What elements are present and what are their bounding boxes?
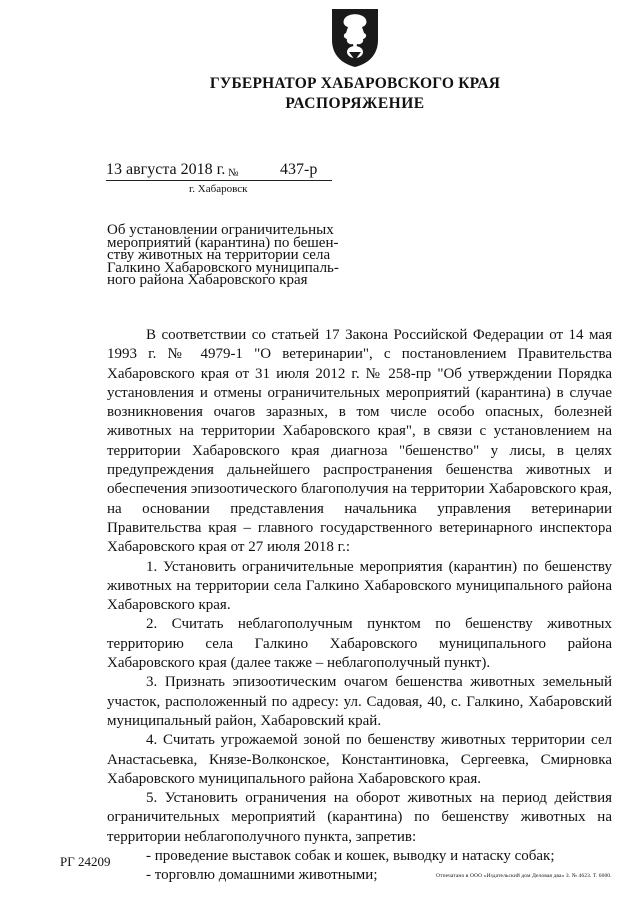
subject-line: мероприятий (карантина) по бешен- [107, 234, 339, 251]
document-body [107, 326, 612, 886]
printer-imprint: Отпечатано в ООО «Издательский дом Деловая два» З. № 4623. Т. 6000. [436, 873, 612, 879]
date-underline [106, 180, 332, 181]
clause-5: 5. Установить ограничения на оборот животных на период действия ограничительных мероприятий (карантина) по бешенству животных на территории неблагополучного пункта, запретив: [107, 790, 612, 845]
registry-code: РГ 24209 [60, 854, 111, 869]
subject-line: Галкино Хабаровского муниципаль- [107, 259, 339, 276]
subject-line: ству животных на территории села [107, 247, 331, 264]
number-sign: № [228, 167, 239, 179]
document-date: 13 августа 2018 г. [106, 161, 226, 178]
clause-3: 3. Признать эпизоотическим очагом бешенства животных земельный участок, расположенный по адресу: ул. Садовая, 40, с. Галкино, Хабаровский муниципальный район, Хабаровский край. [107, 674, 612, 729]
subject-line: Об установлении ограничительных [107, 222, 334, 238]
clause-4: 4. Считать угрожаемой зоной по бешенству животных территории сел Анастасьевка, Князе-Волконское, Константиновка, Сергеевка, Смирновка Хабаровского муниципального района Хабаровского края. [107, 732, 612, 787]
coat-of-arms-emblem [329, 6, 381, 68]
document-subject [107, 224, 342, 287]
document-city: г. Хабаровск [189, 183, 248, 195]
subject-line: ного района Хабаровского края [107, 272, 308, 289]
preamble-paragraph: В соответствии со статьей 17 Закона Российской Федерации от 14 мая 1993 г. № 4979-1 "О ветеринарии", с постановлением Правительства Хабаровского края от 31 июля 2012 г. № 258-пр "Об утверждении Порядка установления и отмены ограничительных мероприятий (карантина) в случае возникновения очагов заразных, в том числе особо опасных, болезней животных на территории Хабаровского края", в связи с установлением на территории Хабаровского края диагноза "бешенство" у лисы, в целях предупреждения дальнейшего распространения бешенства животных и обеспечения эпизоотического благополучия на территории Хабаровского края, на основании представления начальника управления ветеринарии Правительства края – главного государственного ветеринарного инспектора Хабаровского края от 27 июля 2018 г.: [107, 327, 612, 556]
document-number: 437-р [280, 161, 318, 178]
restriction-item: - торговлю домашними животными; [146, 867, 378, 884]
document-type: РАСПОРЯЖЕНИЕ [285, 95, 425, 112]
restriction-item: - проведение выставок собак и кошек, выводку и натаску собак; [146, 848, 555, 865]
clause-2: 2. Считать неблагополучным пунктом по бешенству животных территорию села Галкино Хабаровского муниципального района Хабаровского края (далее также – неблагополучный пункт). [107, 616, 612, 672]
authority-title: ГУБЕРНАТОР ХАБАРОВСКОГО КРАЯ [209, 75, 501, 92]
clause-1: 1. Установить ограничительные мероприятия (карантин) по бешенству животных на территории села Галкино Хабаровского муниципального района Хабаровского края. [107, 558, 612, 614]
